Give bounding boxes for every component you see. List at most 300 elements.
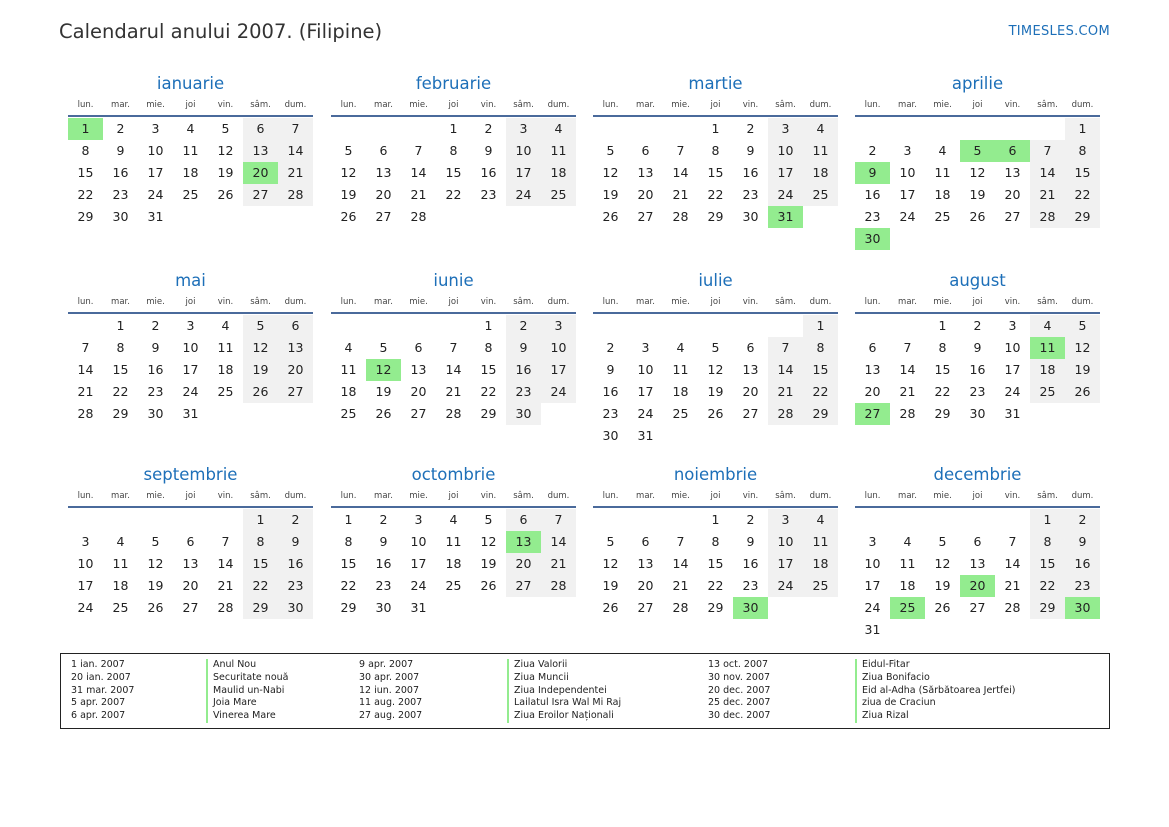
day-cell[interactable]: 17 [899,187,916,202]
holiday-day-cell[interactable]: 9 [855,162,890,184]
holiday-day-cell[interactable]: 11 [1030,337,1065,359]
day-cell[interactable]: 5 [151,534,160,549]
day-cell[interactable]: 31 [147,209,164,224]
day-cell[interactable]: 15 [1065,162,1100,184]
day-cell[interactable]: 5 [243,315,278,337]
day-cell[interactable]: 6 [868,340,877,355]
day-cell[interactable]: 27 [637,209,654,224]
day-cell[interactable]: 3 [186,318,195,333]
day-cell[interactable]: 13 [637,165,654,180]
day-cell[interactable]: 29 [480,406,497,421]
day-cell[interactable]: 4 [221,318,230,333]
day-cell[interactable]: 20 [278,359,313,381]
day-cell[interactable]: 24 [147,187,164,202]
day-cell[interactable]: 10 [899,165,916,180]
day-cell[interactable]: 25 [541,184,576,206]
day-cell[interactable]: 17 [77,578,94,593]
day-cell[interactable]: 7 [903,340,912,355]
day-cell[interactable]: 6 [243,118,278,140]
day-cell[interactable]: 12 [340,165,357,180]
day-cell[interactable]: 26 [934,600,951,615]
day-cell[interactable]: 4 [803,509,838,531]
day-cell[interactable]: 17 [182,362,199,377]
day-cell[interactable]: 26 [217,187,234,202]
day-cell[interactable]: 27 [410,406,427,421]
day-cell[interactable]: 26 [375,406,392,421]
day-cell[interactable]: 23 [602,406,619,421]
day-cell[interactable]: 15 [445,165,462,180]
day-cell[interactable]: 4 [449,512,458,527]
day-cell[interactable]: 12 [217,143,234,158]
day-cell[interactable]: 29 [1030,597,1065,619]
day-cell[interactable]: 17 [541,359,576,381]
day-cell[interactable]: 23 [1065,575,1100,597]
day-cell[interactable]: 30 [602,428,619,443]
day-cell[interactable]: 15 [803,359,838,381]
day-cell[interactable]: 27 [375,209,392,224]
day-cell[interactable]: 9 [151,340,160,355]
day-cell[interactable]: 9 [746,534,755,549]
day-cell[interactable]: 20 [864,384,881,399]
day-cell[interactable]: 10 [637,362,654,377]
day-cell[interactable]: 21 [672,187,689,202]
day-cell[interactable]: 24 [768,184,803,206]
holiday-day-cell[interactable]: 25 [890,597,925,619]
day-cell[interactable]: 31 [1004,406,1021,421]
day-cell[interactable]: 22 [77,187,94,202]
day-cell[interactable]: 25 [217,384,234,399]
day-cell[interactable]: 4 [116,534,125,549]
day-cell[interactable]: 27 [742,406,759,421]
day-cell[interactable]: 26 [480,578,497,593]
day-cell[interactable]: 25 [445,578,462,593]
day-cell[interactable]: 9 [379,534,388,549]
day-cell[interactable]: 16 [1065,553,1100,575]
day-cell[interactable]: 24 [182,384,199,399]
day-cell[interactable]: 16 [278,553,313,575]
day-cell[interactable]: 6 [414,340,423,355]
day-cell[interactable]: 16 [147,362,164,377]
day-cell[interactable]: 16 [112,165,129,180]
day-cell[interactable]: 28 [672,600,689,615]
day-cell[interactable]: 14 [1030,162,1065,184]
day-cell[interactable]: 4 [903,534,912,549]
day-cell[interactable]: 16 [602,384,619,399]
day-cell[interactable]: 21 [278,162,313,184]
day-cell[interactable]: 6 [278,315,313,337]
day-cell[interactable]: 23 [864,209,881,224]
day-cell[interactable]: 13 [864,362,881,377]
day-cell[interactable]: 2 [973,318,982,333]
day-cell[interactable]: 9 [484,143,493,158]
day-cell[interactable]: 2 [278,509,313,531]
day-cell[interactable]: 30 [112,209,129,224]
day-cell[interactable]: 12 [707,362,724,377]
day-cell[interactable]: 1 [1065,118,1100,140]
day-cell[interactable]: 25 [182,187,199,202]
day-cell[interactable]: 24 [410,578,427,593]
day-cell[interactable]: 8 [116,340,125,355]
day-cell[interactable]: 3 [768,509,803,531]
day-cell[interactable]: 17 [506,162,541,184]
day-cell[interactable]: 7 [221,534,230,549]
day-cell[interactable]: 1 [938,318,947,333]
day-cell[interactable]: 7 [676,534,685,549]
holiday-day-cell[interactable]: 27 [855,403,890,425]
day-cell[interactable]: 3 [641,340,650,355]
day-cell[interactable]: 2 [868,143,877,158]
day-cell[interactable]: 7 [81,340,90,355]
day-cell[interactable]: 18 [112,578,129,593]
day-cell[interactable]: 24 [768,575,803,597]
day-cell[interactable]: 5 [344,143,353,158]
day-cell[interactable]: 28 [77,406,94,421]
day-cell[interactable]: 21 [77,384,94,399]
day-cell[interactable]: 23 [480,187,497,202]
day-cell[interactable]: 2 [606,340,615,355]
day-cell[interactable]: 10 [541,337,576,359]
day-cell[interactable]: 30 [742,209,759,224]
day-cell[interactable]: 2 [379,512,388,527]
day-cell[interactable]: 6 [746,340,755,355]
day-cell[interactable]: 4 [676,340,685,355]
day-cell[interactable]: 27 [182,600,199,615]
day-cell[interactable]: 22 [1030,575,1065,597]
day-cell[interactable]: 27 [637,600,654,615]
day-cell[interactable]: 1 [449,121,458,136]
day-cell[interactable]: 8 [484,340,493,355]
day-cell[interactable]: 6 [506,509,541,531]
day-cell[interactable]: 5 [379,340,388,355]
day-cell[interactable]: 15 [243,553,278,575]
day-cell[interactable]: 31 [637,428,654,443]
day-cell[interactable]: 1 [116,318,125,333]
day-cell[interactable]: 19 [1065,359,1100,381]
day-cell[interactable]: 19 [602,578,619,593]
day-cell[interactable]: 29 [112,406,129,421]
day-cell[interactable]: 13 [243,140,278,162]
day-cell[interactable]: 23 [278,575,313,597]
day-cell[interactable]: 24 [506,184,541,206]
day-cell[interactable]: 11 [112,556,129,571]
day-cell[interactable]: 2 [746,121,755,136]
holiday-day-cell[interactable]: 30 [855,228,890,250]
holiday-day-cell[interactable]: 20 [243,162,278,184]
day-cell[interactable]: 21 [541,553,576,575]
day-cell[interactable]: 21 [410,187,427,202]
day-cell[interactable]: 8 [449,143,458,158]
day-cell[interactable]: 20 [1004,187,1021,202]
day-cell[interactable]: 10 [864,556,881,571]
day-cell[interactable]: 10 [768,531,803,553]
day-cell[interactable]: 11 [672,362,689,377]
day-cell[interactable]: 14 [445,362,462,377]
day-cell[interactable]: 28 [672,209,689,224]
day-cell[interactable]: 19 [707,384,724,399]
day-cell[interactable]: 25 [1030,381,1065,403]
day-cell[interactable]: 2 [506,315,541,337]
day-cell[interactable]: 12 [602,165,619,180]
day-cell[interactable]: 15 [707,165,724,180]
day-cell[interactable]: 26 [147,600,164,615]
day-cell[interactable]: 5 [938,534,947,549]
day-cell[interactable]: 21 [1004,578,1021,593]
day-cell[interactable]: 14 [899,362,916,377]
day-cell[interactable]: 17 [147,165,164,180]
day-cell[interactable]: 14 [278,140,313,162]
day-cell[interactable]: 25 [672,406,689,421]
day-cell[interactable]: 18 [803,553,838,575]
day-cell[interactable]: 3 [868,534,877,549]
day-cell[interactable]: 19 [217,165,234,180]
day-cell[interactable]: 25 [803,184,838,206]
day-cell[interactable]: 14 [672,165,689,180]
day-cell[interactable]: 13 [1004,165,1021,180]
day-cell[interactable]: 4 [938,143,947,158]
day-cell[interactable]: 9 [506,337,541,359]
day-cell[interactable]: 12 [934,556,951,571]
day-cell[interactable]: 19 [375,384,392,399]
day-cell[interactable]: 13 [637,556,654,571]
day-cell[interactable]: 23 [742,187,759,202]
day-cell[interactable]: 7 [676,143,685,158]
day-cell[interactable]: 11 [182,143,199,158]
day-cell[interactable]: 16 [864,187,881,202]
day-cell[interactable]: 7 [278,118,313,140]
day-cell[interactable]: 3 [1008,318,1017,333]
day-cell[interactable]: 16 [742,556,759,571]
day-cell[interactable]: 23 [147,384,164,399]
day-cell[interactable]: 27 [1004,209,1021,224]
day-cell[interactable]: 11 [445,534,462,549]
day-cell[interactable]: 31 [864,622,881,637]
day-cell[interactable]: 14 [768,359,803,381]
day-cell[interactable]: 17 [768,162,803,184]
day-cell[interactable]: 29 [340,600,357,615]
day-cell[interactable]: 18 [803,162,838,184]
day-cell[interactable]: 4 [186,121,195,136]
day-cell[interactable]: 22 [1065,184,1100,206]
day-cell[interactable]: 8 [1065,140,1100,162]
day-cell[interactable]: 22 [112,384,129,399]
day-cell[interactable]: 22 [445,187,462,202]
day-cell[interactable]: 4 [1030,315,1065,337]
day-cell[interactable]: 1 [484,318,493,333]
holiday-day-cell[interactable]: 12 [366,359,401,381]
day-cell[interactable]: 20 [637,187,654,202]
day-cell[interactable]: 13 [742,362,759,377]
day-cell[interactable]: 7 [449,340,458,355]
day-cell[interactable]: 25 [934,209,951,224]
day-cell[interactable]: 22 [803,381,838,403]
day-cell[interactable]: 3 [506,118,541,140]
day-cell[interactable]: 15 [934,362,951,377]
day-cell[interactable]: 21 [1030,184,1065,206]
day-cell[interactable]: 26 [602,600,619,615]
day-cell[interactable]: 22 [243,575,278,597]
day-cell[interactable]: 11 [803,140,838,162]
day-cell[interactable]: 8 [81,143,90,158]
day-cell[interactable]: 26 [340,209,357,224]
day-cell[interactable]: 22 [707,187,724,202]
holiday-day-cell[interactable]: 30 [1065,597,1100,619]
day-cell[interactable]: 12 [602,556,619,571]
day-cell[interactable]: 4 [803,118,838,140]
day-cell[interactable]: 8 [711,534,720,549]
day-cell[interactable]: 4 [344,340,353,355]
day-cell[interactable]: 30 [506,403,541,425]
day-cell[interactable]: 26 [707,406,724,421]
day-cell[interactable]: 22 [707,578,724,593]
day-cell[interactable]: 12 [969,165,986,180]
day-cell[interactable]: 11 [217,340,234,355]
day-cell[interactable]: 15 [340,556,357,571]
day-cell[interactable]: 14 [77,362,94,377]
day-cell[interactable]: 29 [243,597,278,619]
day-cell[interactable]: 7 [414,143,423,158]
day-cell[interactable]: 14 [541,531,576,553]
day-cell[interactable]: 9 [606,362,615,377]
day-cell[interactable]: 28 [768,403,803,425]
holiday-day-cell[interactable]: 5 [960,140,995,162]
day-cell[interactable]: 24 [1004,384,1021,399]
day-cell[interactable]: 18 [934,187,951,202]
day-cell[interactable]: 12 [147,556,164,571]
day-cell[interactable]: 22 [480,384,497,399]
day-cell[interactable]: 15 [480,362,497,377]
day-cell[interactable]: 17 [768,553,803,575]
day-cell[interactable]: 27 [969,600,986,615]
day-cell[interactable]: 5 [1065,315,1100,337]
day-cell[interactable]: 16 [969,362,986,377]
day-cell[interactable]: 30 [375,600,392,615]
day-cell[interactable]: 23 [112,187,129,202]
day-cell[interactable]: 2 [116,121,125,136]
day-cell[interactable]: 19 [969,187,986,202]
day-cell[interactable]: 7 [768,337,803,359]
day-cell[interactable]: 13 [182,556,199,571]
day-cell[interactable]: 28 [217,600,234,615]
day-cell[interactable]: 19 [602,187,619,202]
day-cell[interactable]: 9 [116,143,125,158]
day-cell[interactable]: 28 [445,406,462,421]
day-cell[interactable]: 25 [112,600,129,615]
holiday-day-cell[interactable]: 31 [768,206,803,228]
day-cell[interactable]: 6 [641,143,650,158]
day-cell[interactable]: 13 [969,556,986,571]
day-cell[interactable]: 10 [77,556,94,571]
day-cell[interactable]: 21 [445,384,462,399]
day-cell[interactable]: 9 [1065,531,1100,553]
day-cell[interactable]: 19 [243,359,278,381]
day-cell[interactable]: 18 [445,556,462,571]
day-cell[interactable]: 1 [711,121,720,136]
day-cell[interactable]: 1 [243,509,278,531]
day-cell[interactable]: 29 [707,600,724,615]
day-cell[interactable]: 16 [375,556,392,571]
day-cell[interactable]: 5 [221,121,230,136]
day-cell[interactable]: 21 [899,384,916,399]
day-cell[interactable]: 31 [182,406,199,421]
day-cell[interactable]: 19 [934,578,951,593]
day-cell[interactable]: 15 [77,165,94,180]
day-cell[interactable]: 22 [340,578,357,593]
day-cell[interactable]: 29 [934,406,951,421]
day-cell[interactable]: 12 [480,534,497,549]
holiday-day-cell[interactable]: 20 [960,575,995,597]
day-cell[interactable]: 3 [541,315,576,337]
day-cell[interactable]: 19 [480,556,497,571]
day-cell[interactable]: 17 [1004,362,1021,377]
day-cell[interactable]: 9 [973,340,982,355]
day-cell[interactable]: 19 [340,187,357,202]
day-cell[interactable]: 8 [803,337,838,359]
day-cell[interactable]: 19 [147,578,164,593]
day-cell[interactable]: 10 [506,140,541,162]
day-cell[interactable]: 8 [938,340,947,355]
day-cell[interactable]: 28 [899,406,916,421]
day-cell[interactable]: 13 [278,337,313,359]
day-cell[interactable]: 1 [803,315,838,337]
day-cell[interactable]: 7 [541,509,576,531]
holiday-day-cell[interactable]: 6 [995,140,1030,162]
day-cell[interactable]: 29 [77,209,94,224]
day-cell[interactable]: 24 [541,381,576,403]
day-cell[interactable]: 28 [410,209,427,224]
day-cell[interactable]: 15 [707,556,724,571]
day-cell[interactable]: 20 [637,578,654,593]
day-cell[interactable]: 3 [151,121,160,136]
day-cell[interactable]: 1 [1030,509,1065,531]
day-cell[interactable]: 18 [217,362,234,377]
day-cell[interactable]: 18 [541,162,576,184]
day-cell[interactable]: 17 [637,384,654,399]
day-cell[interactable]: 28 [278,184,313,206]
day-cell[interactable]: 22 [934,384,951,399]
day-cell[interactable]: 10 [1004,340,1021,355]
day-cell[interactable]: 11 [340,362,357,377]
day-cell[interactable]: 25 [340,406,357,421]
day-cell[interactable]: 18 [340,384,357,399]
day-cell[interactable]: 18 [899,578,916,593]
day-cell[interactable]: 4 [541,118,576,140]
day-cell[interactable]: 20 [182,578,199,593]
day-cell[interactable]: 14 [217,556,234,571]
day-cell[interactable]: 11 [899,556,916,571]
day-cell[interactable]: 24 [899,209,916,224]
day-cell[interactable]: 31 [410,600,427,615]
day-cell[interactable]: 29 [803,403,838,425]
day-cell[interactable]: 14 [1004,556,1021,571]
day-cell[interactable]: 23 [969,384,986,399]
day-cell[interactable]: 13 [410,362,427,377]
day-cell[interactable]: 14 [410,165,427,180]
day-cell[interactable]: 24 [637,406,654,421]
day-cell[interactable]: 7 [1030,140,1065,162]
day-cell[interactable]: 11 [541,140,576,162]
day-cell[interactable]: 12 [1065,337,1100,359]
day-cell[interactable]: 27 [243,184,278,206]
day-cell[interactable]: 26 [1065,381,1100,403]
day-cell[interactable]: 29 [707,209,724,224]
holiday-day-cell[interactable]: 1 [68,118,103,140]
day-cell[interactable]: 16 [480,165,497,180]
day-cell[interactable]: 2 [1065,509,1100,531]
day-cell[interactable]: 28 [1030,206,1065,228]
day-cell[interactable]: 18 [1030,359,1065,381]
day-cell[interactable]: 17 [864,578,881,593]
day-cell[interactable]: 16 [506,359,541,381]
